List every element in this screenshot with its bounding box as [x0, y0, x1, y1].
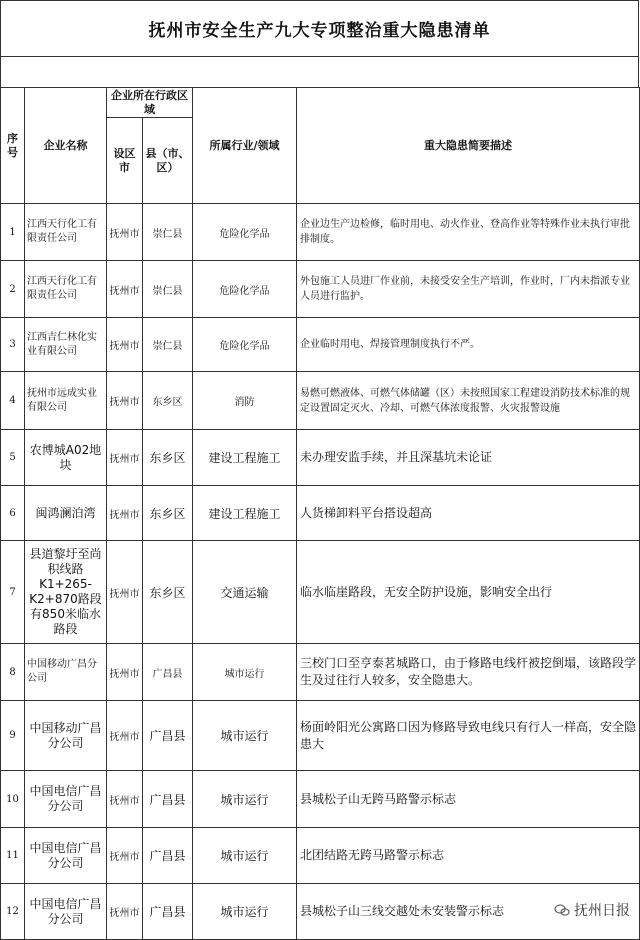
city-cell: 抚州市	[107, 261, 143, 318]
county-cell: 崇仁县	[143, 318, 193, 372]
city-cell: 抚州市	[107, 701, 143, 771]
header-company: 企业名称	[25, 88, 107, 204]
company-name: 农博城A02地块	[25, 430, 107, 486]
hazard-description: 杨面岭阳光公寓路口因为修路导致电线只有行人一样高，安全隐患大	[297, 701, 640, 771]
county-cell: 崇仁县	[143, 261, 193, 318]
header-desc: 重大隐患简要描述	[297, 88, 640, 204]
city-cell: 抚州市	[107, 644, 143, 701]
city-cell: 抚州市	[107, 771, 143, 828]
industry-cell: 城市运行	[193, 828, 297, 884]
county-cell: 广昌县	[143, 828, 193, 884]
county-cell: 广昌县	[143, 701, 193, 771]
company-name: 中国电信广昌分公司	[25, 771, 107, 828]
row-number: 2	[1, 261, 25, 318]
table-row	[1, 372, 640, 430]
industry-cell: 建设工程施工	[193, 430, 297, 486]
table-row	[1, 541, 640, 644]
industry-cell: 城市运行	[193, 644, 297, 701]
header-region: 企业所在行政区域	[107, 88, 193, 118]
county-cell: 东乡区	[143, 372, 193, 430]
city-cell: 抚州市	[107, 541, 143, 644]
row-number: 4	[1, 372, 25, 430]
hazard-table	[0, 87, 640, 940]
hazard-description: 县城松子山无跨马路警示标志	[297, 771, 640, 828]
row-number: 5	[1, 430, 25, 486]
blank-row	[0, 56, 639, 88]
hazard-description: 人货梯卸料平台搭设超高	[297, 486, 640, 541]
row-number: 3	[1, 318, 25, 372]
blank-cell	[1, 57, 639, 88]
city-cell: 抚州市	[107, 372, 143, 430]
company-name: 中国电信广昌分公司	[25, 884, 107, 940]
city-cell: 抚州市	[107, 430, 143, 486]
industry-cell: 城市运行	[193, 771, 297, 828]
city-cell: 抚州市	[107, 486, 143, 541]
company-name: 江西天行化工有限责任公司	[25, 204, 107, 261]
company-name: 中国移动广昌分公司	[25, 644, 107, 701]
header-seq: 序号	[1, 88, 25, 204]
industry-cell: 危险化学品	[193, 318, 297, 372]
industry-cell: 消防	[193, 372, 297, 430]
industry-cell: 建设工程施工	[193, 486, 297, 541]
header-row-1	[1, 88, 640, 118]
hazard-description: 三校门口至亨泰茗城路口，由于修路电线杆被挖倒塌，该路段学生及过往行人较多，安全隐患大。	[297, 644, 640, 701]
industry-cell: 危险化学品	[193, 261, 297, 318]
watermark-text: 抚州日报	[574, 903, 630, 919]
table-row	[1, 828, 640, 884]
row-number: 9	[1, 701, 25, 771]
hazard-description: 企业临时用电、焊接管理制度执行不严。	[297, 318, 640, 372]
industry-cell: 交通运输	[193, 541, 297, 644]
county-cell: 广昌县	[143, 644, 193, 701]
hazard-description: 未办理安监手续，并且深基坑未论证	[297, 430, 640, 486]
company-name: 抚州市远成实业有限公司	[25, 372, 107, 430]
table-row	[1, 884, 640, 940]
title-table	[0, 0, 639, 57]
hazard-description: 外包施工人员进厂作业前，未接受安全生产培训，作业时，厂内未指派专业人员进行监护。	[297, 261, 640, 318]
document-title: 抚州市安全生产九大专项整治重大隐患清单	[1, 1, 639, 57]
table-row	[1, 486, 640, 541]
industry-cell: 危险化学品	[193, 204, 297, 261]
city-cell: 抚州市	[107, 828, 143, 884]
table-row	[1, 771, 640, 828]
company-name: 江西吉仁林化实业有限公司	[25, 318, 107, 372]
county-cell: 广昌县	[143, 771, 193, 828]
company-name: 中国移动广昌分公司	[25, 701, 107, 771]
chat-bubble-icon	[554, 902, 570, 918]
header-county: 县（市、区）	[143, 118, 193, 204]
city-cell: 抚州市	[107, 318, 143, 372]
table-row	[1, 261, 640, 318]
company-name: 中国电信广昌分公司	[25, 828, 107, 884]
row-number: 12	[1, 884, 25, 940]
newspaper-watermark	[550, 898, 634, 922]
county-cell: 东乡区	[143, 486, 193, 541]
table-row	[1, 318, 640, 372]
row-number: 11	[1, 828, 25, 884]
county-cell: 崇仁县	[143, 204, 193, 261]
city-cell: 抚州市	[107, 204, 143, 261]
table-row	[1, 644, 640, 701]
industry-cell: 城市运行	[193, 884, 297, 940]
company-name: 江西天行化工有限责任公司	[25, 261, 107, 318]
table-row	[1, 204, 640, 261]
table-row	[1, 701, 640, 771]
hazard-description: 临水临崖路段，无安全防护设施，影响安全出行	[297, 541, 640, 644]
city-cell: 抚州市	[107, 884, 143, 940]
table-row	[1, 430, 640, 486]
hazard-description: 易燃可燃液体、可燃气体储罐（区）未按照国家工程建设消防技术标准的规定设置固定灭火、冷却、可燃气体浓度报警、火灾报警设施	[297, 372, 640, 430]
county-cell: 广昌县	[143, 884, 193, 940]
hazard-description: 北团结路无跨马路警示标志	[297, 828, 640, 884]
hazard-description: 企业边生产边检修，临时用电、动火作业、登高作业等特殊作业未执行审批排制度。	[297, 204, 640, 261]
industry-cell: 城市运行	[193, 701, 297, 771]
company-name: 县道黎圩至尚积线路K1+265-K2+870路段有850米临水路段	[25, 541, 107, 644]
row-number: 7	[1, 541, 25, 644]
row-number: 8	[1, 644, 25, 701]
row-number: 6	[1, 486, 25, 541]
row-number: 1	[1, 204, 25, 261]
company-name: 闽鸿澜泊湾	[25, 486, 107, 541]
county-cell: 东乡区	[143, 430, 193, 486]
row-number: 10	[1, 771, 25, 828]
hazard-description: 县城松子山三线交越处未安装警示标志	[297, 884, 640, 940]
header-city: 设区市	[107, 118, 143, 204]
header-industry: 所属行业/领域	[193, 88, 297, 204]
county-cell: 东乡区	[143, 541, 193, 644]
